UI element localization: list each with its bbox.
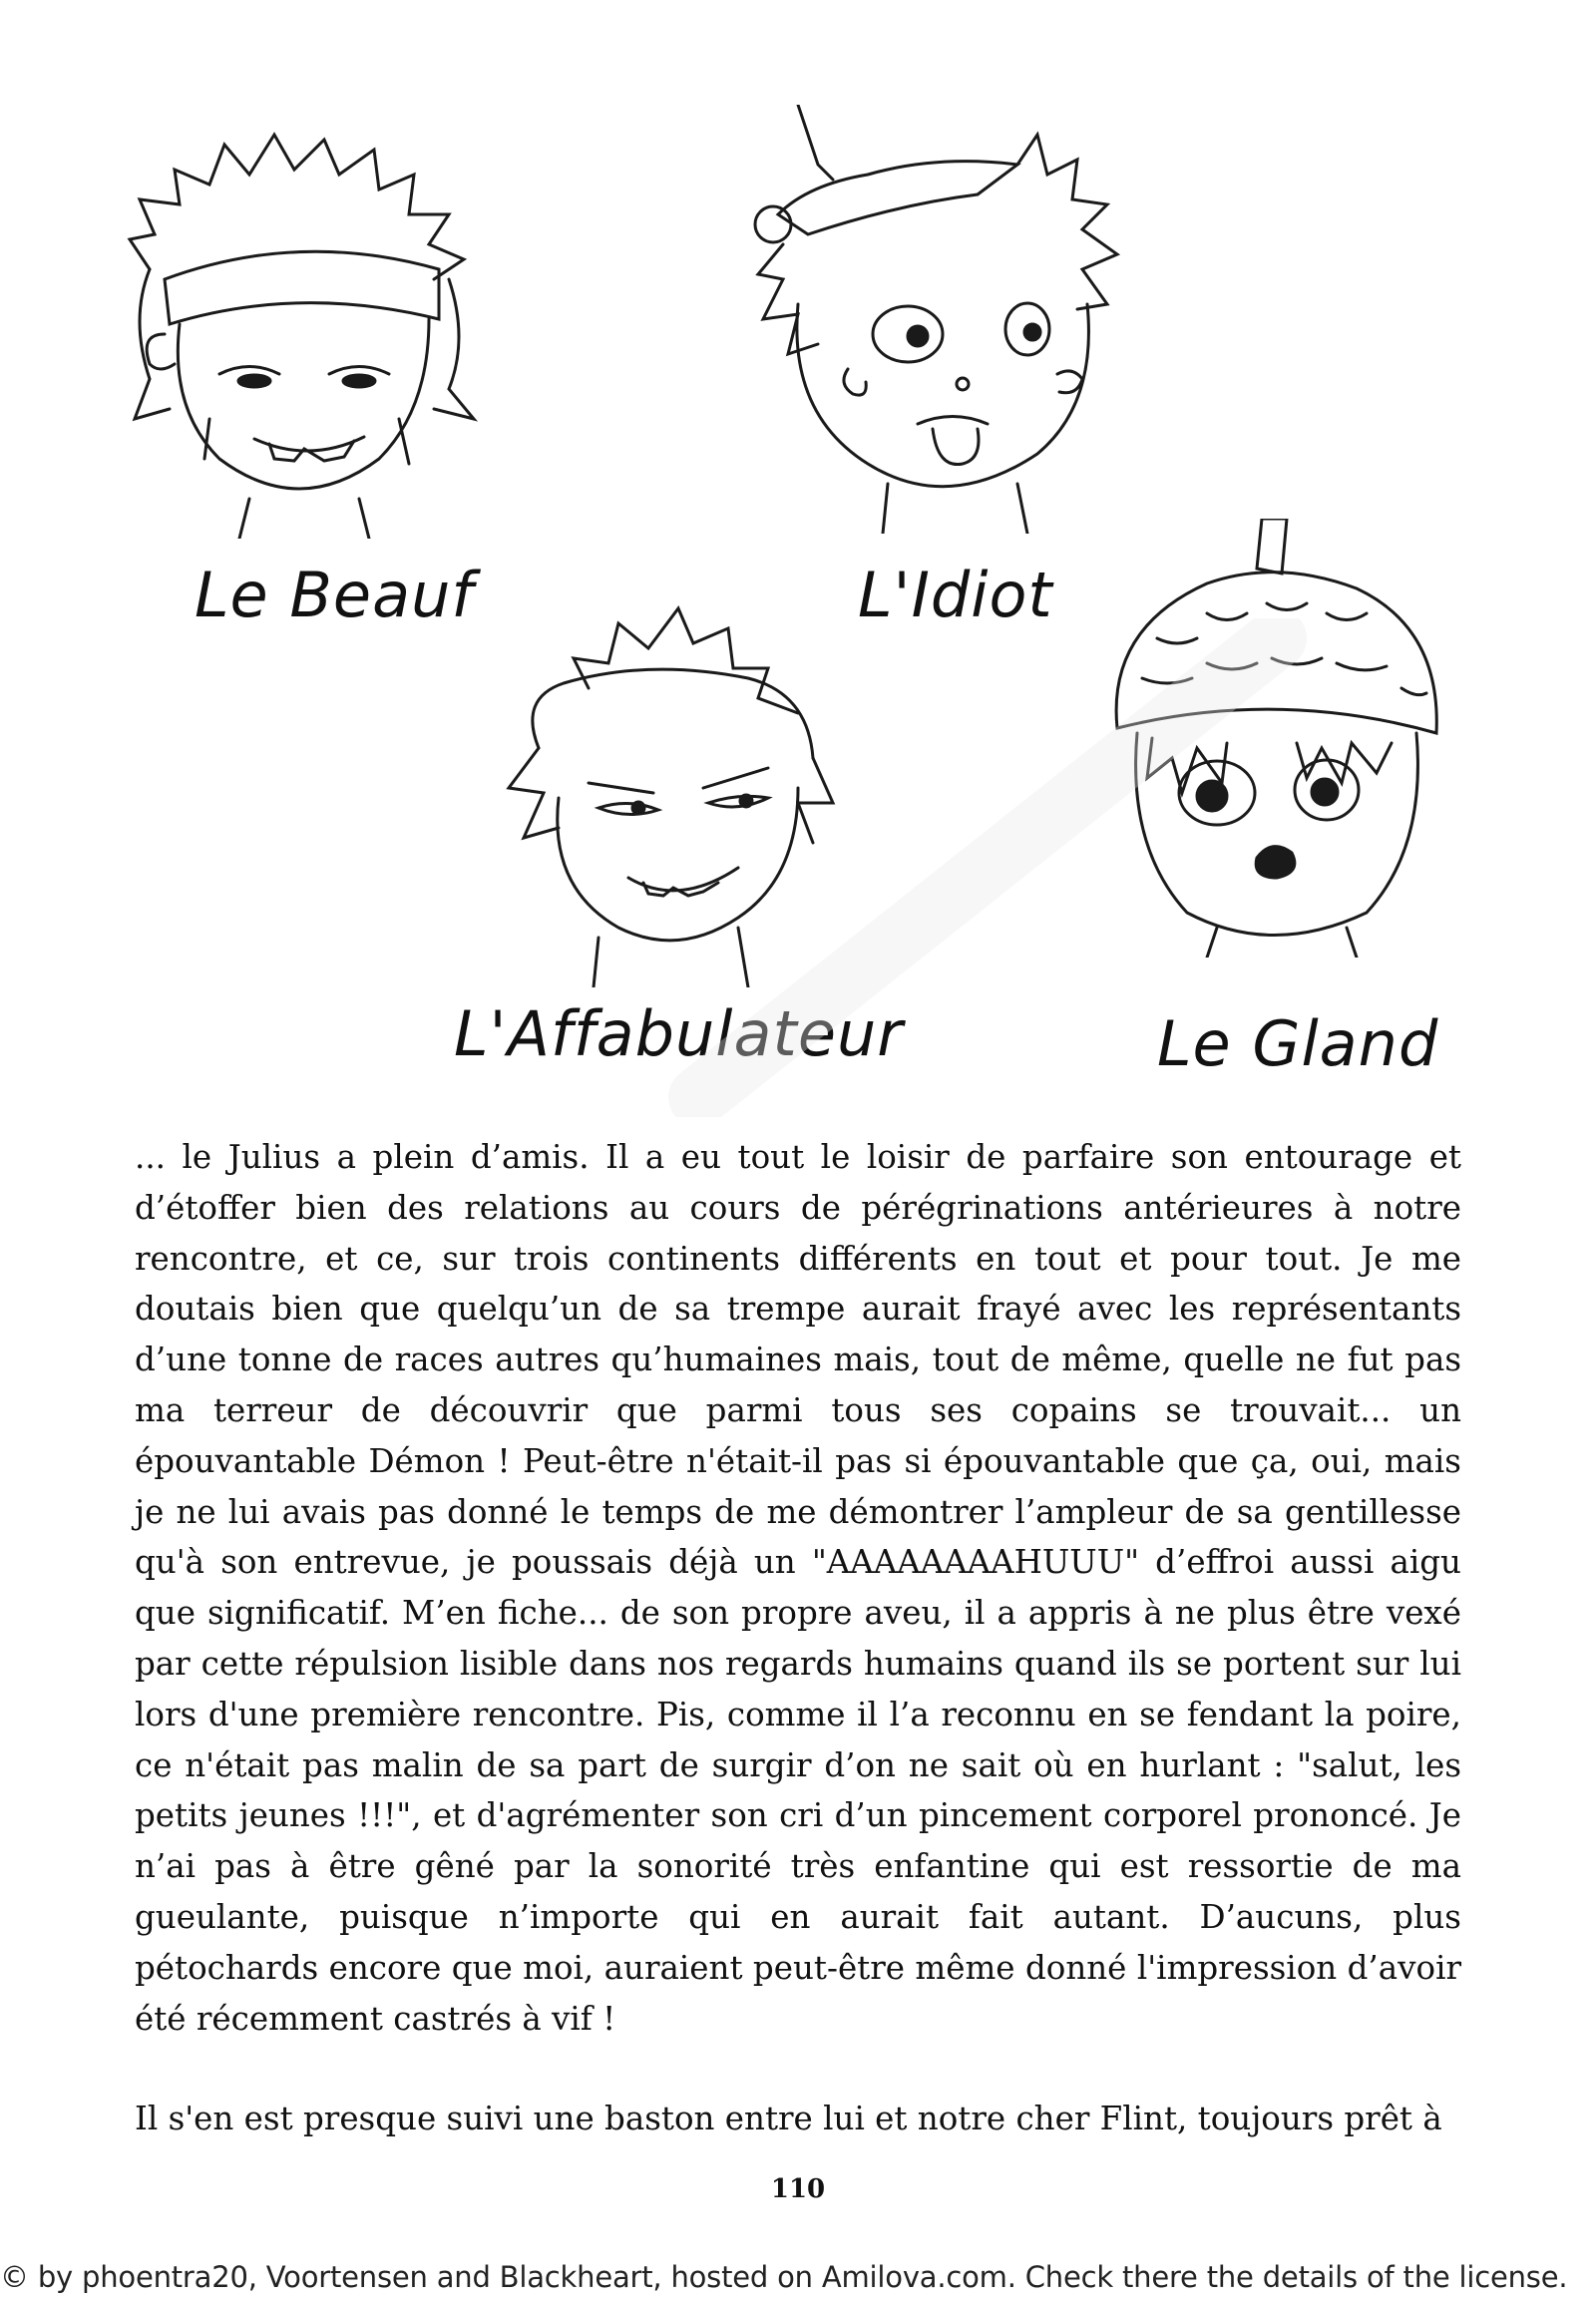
page-number: 110 (770, 2174, 826, 2204)
character-name-le-beauf: Le Beauf (195, 559, 475, 631)
paragraph-1: ... le Julius a plein d’amis. Il a eu tout le loisir de parfaire son entourage et d’étoffer bien des relations au cours de pérégrinations antérieures à notre rencontre, et ce, sur trois continents différents en tout et pour tout. Je me doutais bien que quelqu’un de sa trempe aurait frayé avec les représentants d’une tonne de races autres qu’humaines mais, tout de même, quelle ne fut pas ma terreur de découvrir que parmi tous ses copains se trouvait... un épouvantable Démon ! Peut-être n'était-il pas si épouvantable que ça, oui, mais je ne lui avais pas donné le temps de me démontrer l’ampleur de sa gentillesse qu'à son entrevue, je poussais déjà un "AAAAAAAAHUUU" d’effroi aussi aigu que significatif. M’en fiche... de son propre aveu, il a appris à ne plus être vexé par cette répulsion lisible dans nos regards humains quand ils se portent sur lui lors d'une première rencontre. Pis, comme il l’a reconnu en se fendant la poire, ce n'était pas malin de sa part de surgir d’on ne sait où en hurlant : "salut, les petits jeunes !!!", et d'agrémenter son cri d’un pincement corporel prononcé. Je n’ai pas à être gêné par la sonorité très enfantine qui est ressortie de ma gueulante, puisque n’importe qui en aurait fait autant. D’aucuns, plus pétochards encore que moi, auraient peut-être même donné l'impression d’avoir été récemment castrés à vif ! (135, 1138, 1461, 2038)
character-name-l-affabulateur: L'Affabulateur (454, 997, 904, 1070)
character-name-le-gland: Le Gland (1157, 1007, 1439, 1080)
paragraph-2: Il s'en est presque suivi une baston entre lui et notre cher Flint, toujours prêt à (135, 2100, 1442, 2138)
license-footer: © by phoentra20, Voortensen and Blackheart, hosted on Amilova.com. Check there the details of the license. (0, 2260, 1568, 2294)
l-affabulateur-portrait-icon (479, 598, 858, 987)
l-idiot-portrait-icon (738, 105, 1157, 534)
le-beauf-portrait-icon (110, 120, 499, 539)
character-name-l-idiot: L'Idiot (858, 559, 1053, 631)
le-gland-portrait-icon (1097, 519, 1456, 958)
body-text (135, 1132, 1461, 2144)
